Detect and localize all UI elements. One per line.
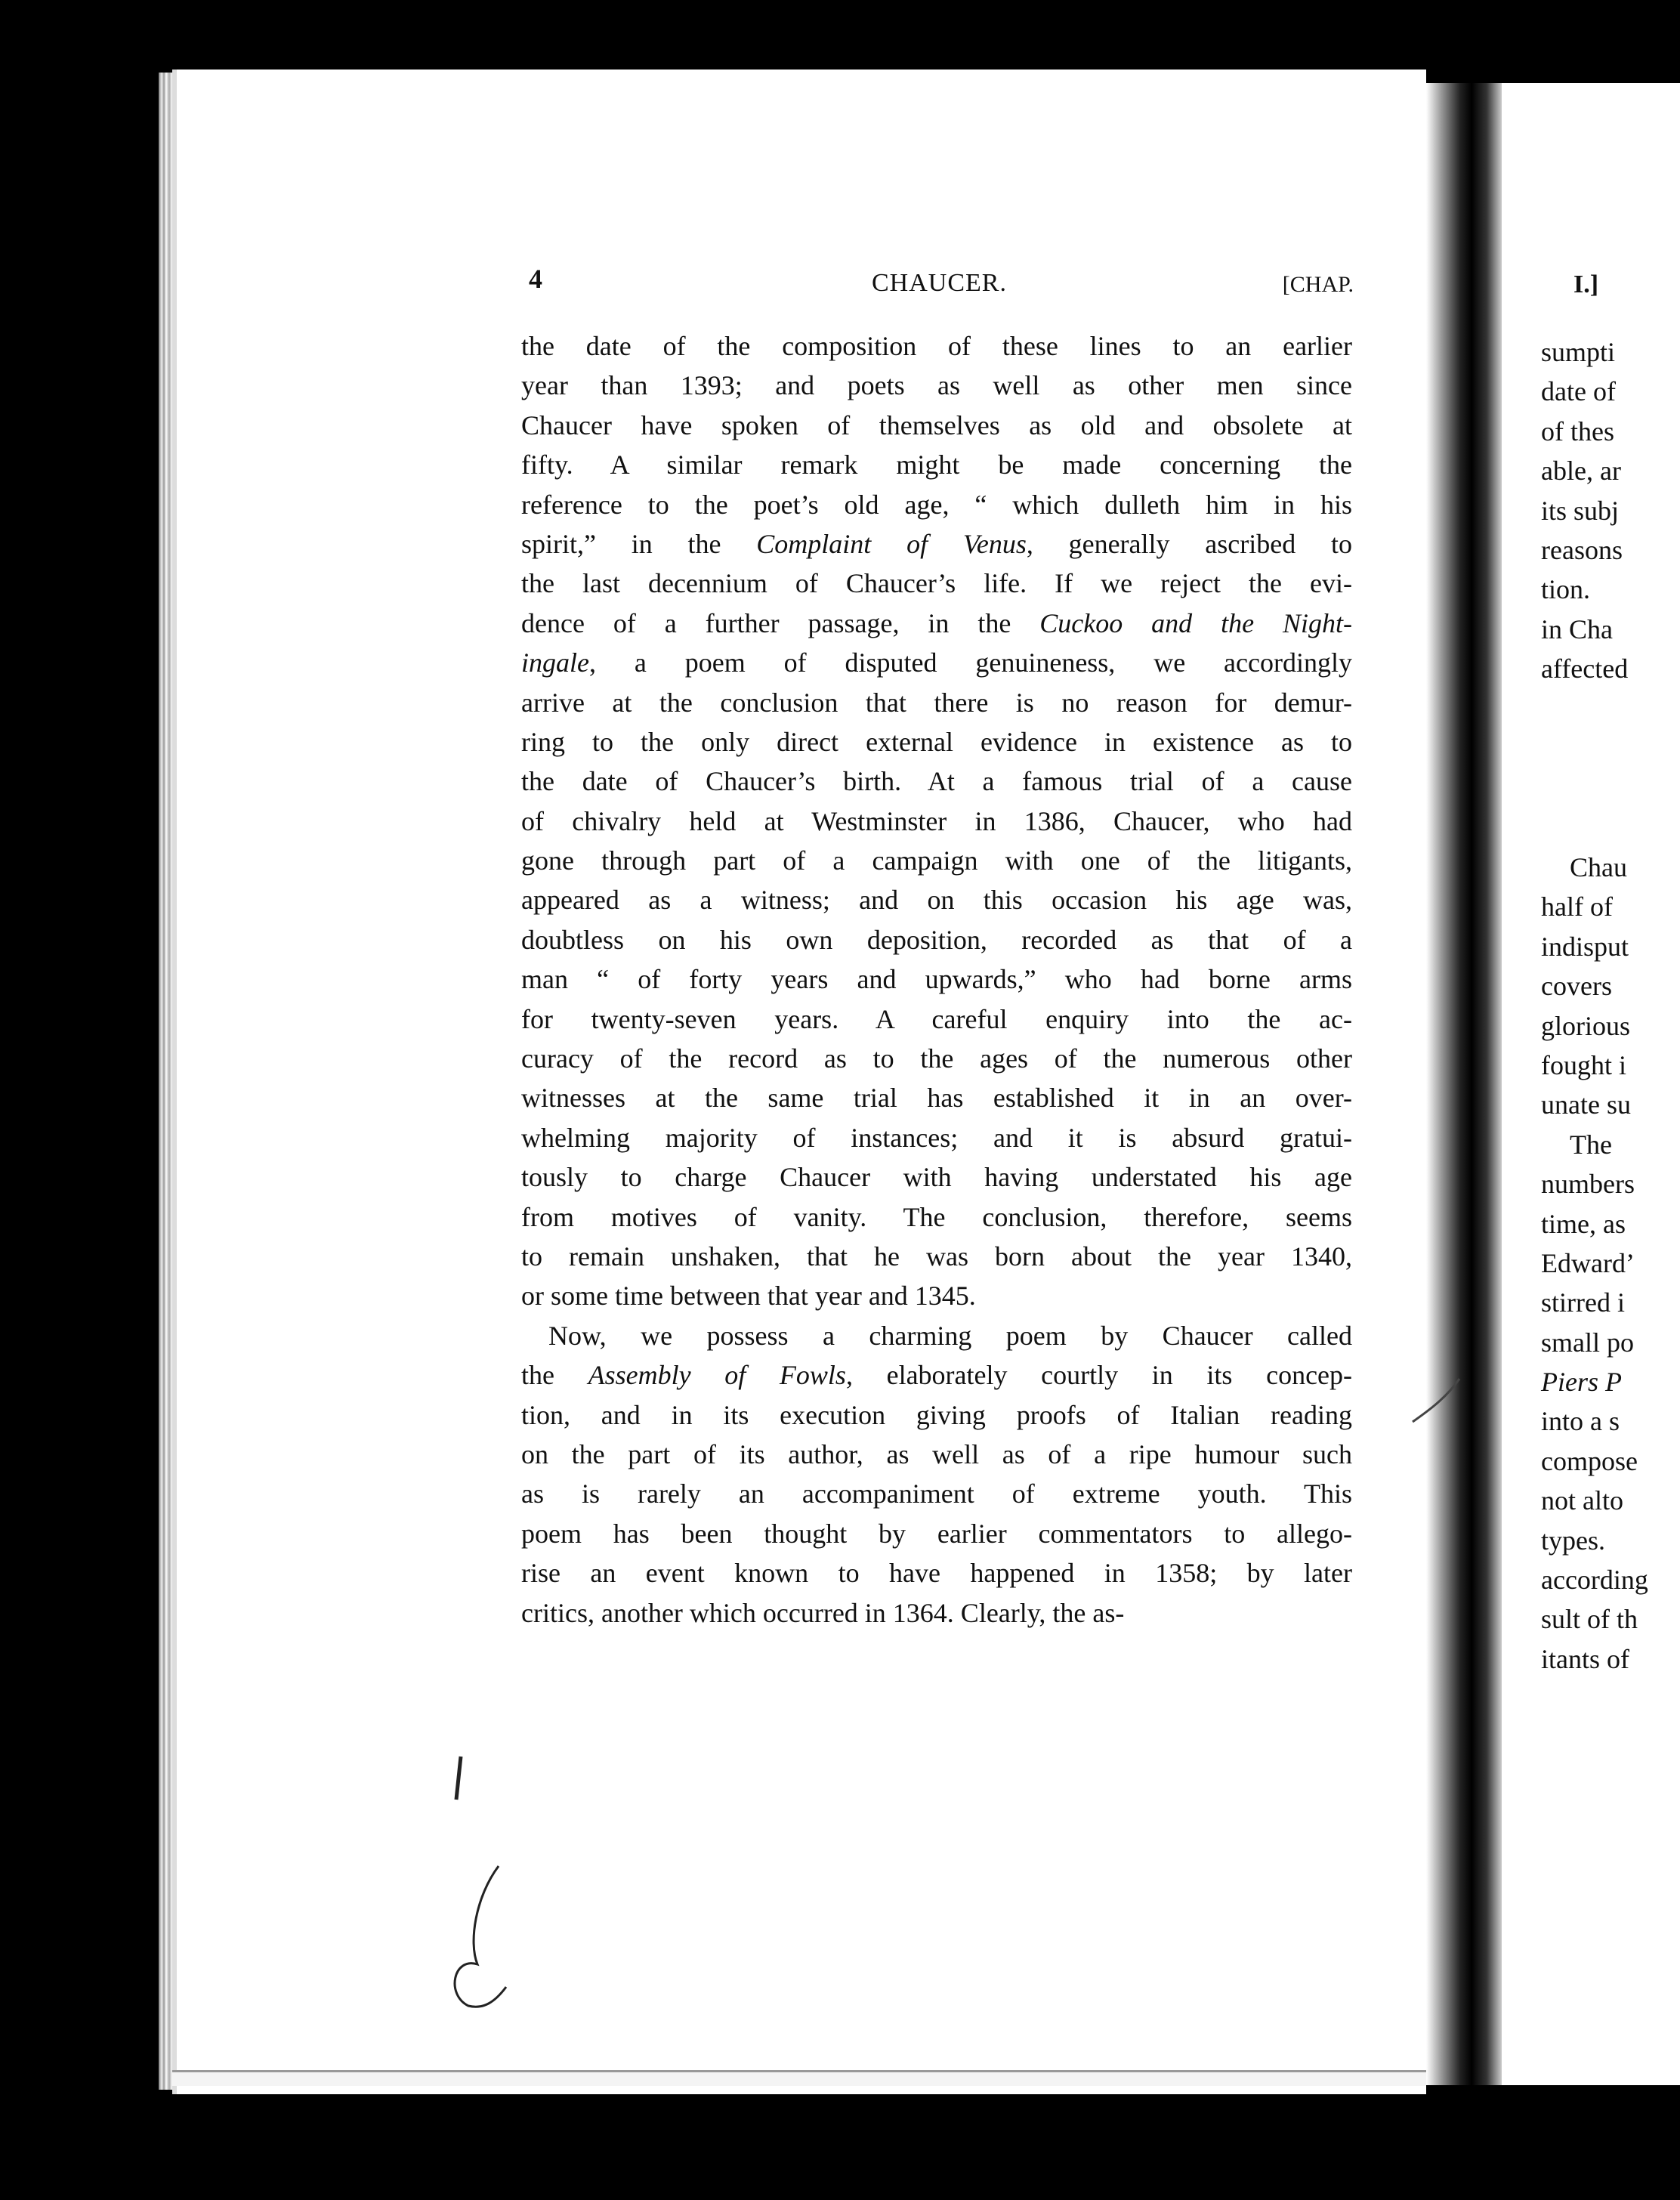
text-line: tously to charge Chaucer with having understated his age [521,1162,1352,1193]
text-line: as is rarely an accompaniment of extreme youth. This [521,1479,1352,1509]
text-line: witnesses at the same trial has established it in an over- [521,1083,1352,1114]
text-line: types. [1541,1525,1605,1556]
text-line: ingale, a poem of disputed genuineness, we accordingly [521,647,1352,678]
text-line: the Assembly of Fowls, elaborately courtly in its concep- [521,1360,1353,1391]
text-line: stirred i [1541,1287,1625,1318]
text-line: able, ar [1541,456,1621,487]
text-line: fought i [1541,1049,1626,1080]
text-line: of chivalry held at Westminster in 1386, Chaucer, who had [521,805,1352,836]
text-line: reference to the poet’s old age, “ which dulleth him in his [521,489,1352,520]
right-page [1502,83,1680,2085]
text-line: half of [1541,891,1613,922]
body-text [521,326,1352,1633]
text-line: for twenty-seven years. A careful enquiry into the ac- [521,1003,1352,1034]
text-line: indisput [1541,931,1629,962]
text-line: rise an event known to have happened in 1358; by later [521,1558,1352,1589]
text-line: affected [1541,654,1629,684]
running-head [529,263,1367,308]
text-line: tion. [1541,574,1591,605]
running-title: CHAUCER. [872,269,1007,297]
text-line: from motives of vanity. The conclusion, therefore, seems [521,1201,1352,1232]
right-text-bottom [1541,848,1648,1679]
page-number: 4 [529,264,542,294]
ink-mark [1405,1375,1465,1428]
text-line: glorious [1541,1010,1631,1041]
text-line: covers [1541,971,1612,1002]
right-chapter-label: I.] [1573,270,1599,298]
text-line: arrive at the conclusion that there is no reason for demur- [521,687,1352,718]
text-line: Edward’ [1541,1247,1635,1278]
text-line: according [1541,1565,1648,1596]
text-line: Chau [1570,852,1627,882]
text-line: in Cha [1541,613,1613,644]
pen-scribble [423,1851,514,2025]
text-line: into a s [1541,1406,1620,1437]
text-line: whelming majority of instances; and it is absurd gratui- [521,1122,1352,1153]
text-line: gone through part of a campaign with one of the litigants, [521,845,1352,876]
text-line: critics, another which occurred in 1364. Clearly, the as- [521,1597,1125,1628]
book-gutter [1426,83,1502,2085]
text-line: of thes [1541,416,1614,446]
text-line: to remain unshaken, that he was born about the year 1340, [521,1241,1352,1271]
text-line: compose [1541,1445,1638,1476]
text-line: the last decennium of Chaucer’s life. If we reject the evi- [521,568,1352,599]
text-line: small po [1541,1327,1634,1358]
page-edge-bottom [172,2070,1426,2086]
text-line: on the part of its author, as well as of a ripe humour such [521,1438,1352,1469]
text-line: itants of [1541,1643,1629,1674]
text-line: curacy of the record as to the ages of the numerous other [521,1043,1352,1074]
text-line: sumpti [1541,337,1616,367]
text-line: appeared as a witness; and on this occasion his age was, [521,885,1352,916]
text-line: reasons [1541,534,1623,565]
text-line: or some time between that year and 1345. [521,1281,976,1312]
right-text-top [1541,332,1628,689]
text-line: year than 1393; and poets as well as other men since [521,370,1352,401]
chapter-label: [CHAP. [1282,272,1354,297]
text-line: tion, and in its execution giving proofs of Italian reading [521,1399,1352,1430]
text-line: man “ of forty years and upwards,” who had borne arms [521,964,1352,995]
ink-mark [452,1753,467,1806]
text-line: the date of Chaucer’s birth. At a famous trial of a cause [521,766,1352,797]
text-line: spirit,” in the Complaint of Venus, generally ascribed to [521,528,1352,559]
text-line: the date of the composition of these lines to an earlier [521,331,1352,361]
text-line: Now, we possess a charming poem by Chaucer called [548,1320,1352,1351]
text-line: numbers [1541,1169,1635,1200]
text-line: unate su [1541,1089,1631,1120]
text-line: fifty. A similar remark might be made concerning the [521,450,1352,480]
text-line: Piers P [1541,1367,1622,1398]
text-line: Chaucer have spoken of themselves as old and obsolete at [521,409,1352,440]
text-line: date of [1541,376,1616,407]
text-line: doubtless on his own deposition, recorded as that of a [521,924,1352,955]
text-line: dence of a further passage, in the Cuckoo and the Night- [521,607,1352,638]
text-line: poem has been thought by earlier commentators to allego- [521,1518,1352,1549]
text-line: not alto [1541,1485,1623,1516]
text-line: time, as [1541,1208,1626,1239]
text-line: ring to the only direct external evidence in existence as to [521,726,1352,757]
text-line: The [1570,1129,1612,1160]
text-line: its subj [1541,495,1620,526]
text-line: sult of th [1541,1604,1638,1635]
